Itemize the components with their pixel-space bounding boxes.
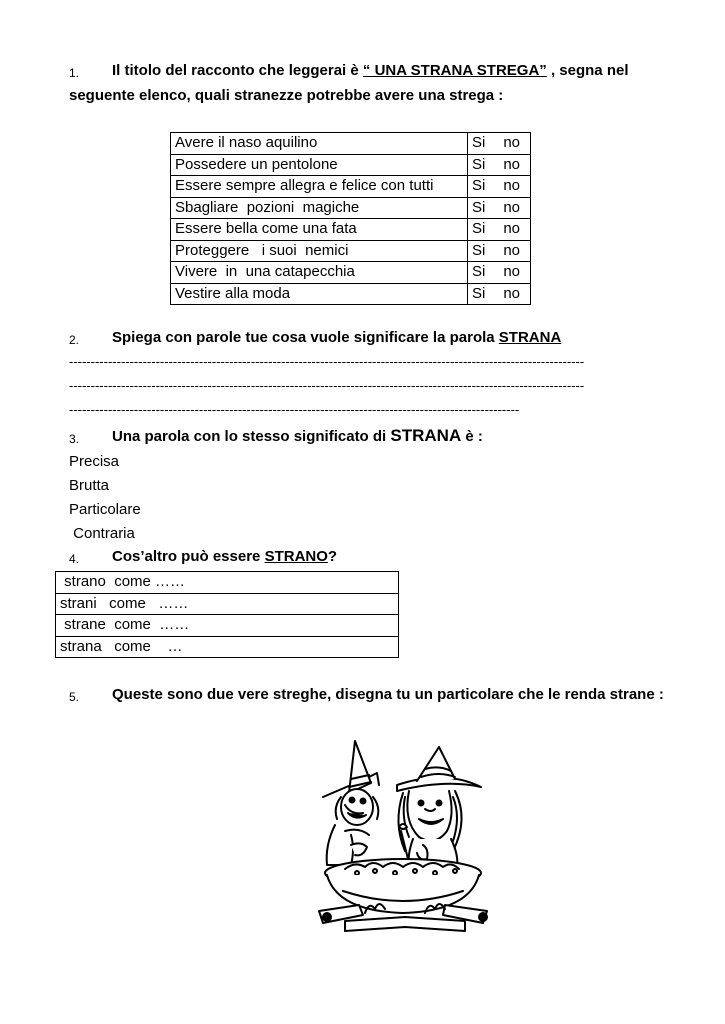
q1-story-title: “ UNA STRANA STREGA” bbox=[362, 62, 547, 79]
q4-number: 4. bbox=[69, 552, 80, 566]
q3-text: Una parola con lo stesso significato di bbox=[112, 428, 391, 445]
q3-word: STRANA bbox=[390, 426, 462, 445]
q1-item-label: Vivere in una catapecchia bbox=[171, 262, 468, 284]
yes-option[interactable]: Si bbox=[472, 155, 486, 173]
q1-yes-no-cell bbox=[468, 154, 531, 176]
q4-text: Cos’altro può essere bbox=[112, 548, 265, 565]
q4-cell[interactable]: strana come … bbox=[56, 636, 399, 658]
q1-text-after: , segna nel bbox=[546, 62, 629, 79]
witches-cauldron-illustration bbox=[305, 735, 505, 935]
q2-word: STRANA bbox=[498, 329, 562, 346]
q1-item-label: Sbagliare pozioni magiche bbox=[171, 197, 468, 219]
q1-number: 1. bbox=[69, 66, 80, 80]
q1-yes-no-cell bbox=[468, 219, 531, 241]
q3-option[interactable]: Precisa bbox=[69, 453, 120, 470]
q4-heading bbox=[112, 548, 337, 565]
q1-item-label: Vestire alla moda bbox=[171, 283, 468, 305]
answer-line-3[interactable]: -------------------------------------------------------------------------------------------------------- bbox=[69, 402, 520, 417]
yes-option[interactable]: Si bbox=[472, 198, 486, 216]
q1-yes-no-cell bbox=[468, 262, 531, 284]
no-option[interactable]: no bbox=[503, 177, 521, 195]
yes-option[interactable]: Si bbox=[472, 177, 486, 195]
no-option[interactable]: no bbox=[503, 155, 521, 173]
table-row bbox=[171, 133, 531, 155]
q5-number: 5. bbox=[69, 690, 80, 704]
q1-yes-no-cell bbox=[468, 240, 531, 262]
q2-text: Spiega con parole tue cosa vuole significare la parola bbox=[112, 329, 499, 346]
q4-cell[interactable]: strani come …… bbox=[56, 593, 399, 615]
table-row bbox=[56, 593, 399, 615]
q1-yes-no-cell bbox=[468, 176, 531, 198]
q5-heading: Queste sono due vere streghe, disegna tu un particolare che le renda strane : bbox=[112, 686, 664, 703]
table-row bbox=[171, 262, 531, 284]
table-row bbox=[171, 176, 531, 198]
q3-number: 3. bbox=[69, 432, 80, 446]
yes-option[interactable]: Si bbox=[472, 241, 486, 259]
q4-word: STRANO bbox=[264, 548, 328, 565]
q1-table bbox=[170, 132, 531, 305]
table-row bbox=[171, 197, 531, 219]
yes-option[interactable]: Si bbox=[472, 263, 486, 281]
no-option[interactable]: no bbox=[503, 220, 521, 238]
q4-suffix: ? bbox=[327, 548, 338, 565]
table-row bbox=[171, 240, 531, 262]
yes-option[interactable]: Si bbox=[472, 134, 486, 152]
table-row bbox=[171, 219, 531, 241]
table-row bbox=[171, 283, 531, 305]
q3-suffix: è : bbox=[461, 428, 483, 445]
no-option[interactable]: no bbox=[503, 134, 521, 152]
q3-option[interactable]: Contraria bbox=[69, 525, 135, 542]
q2-heading bbox=[112, 329, 561, 346]
table-row bbox=[56, 572, 399, 594]
q3-option[interactable]: Particolare bbox=[69, 501, 141, 518]
yes-option[interactable]: Si bbox=[472, 284, 486, 302]
q1-yes-no-cell bbox=[468, 197, 531, 219]
q1-item-label: Essere bella come una fata bbox=[171, 219, 468, 241]
q1-item-label: Essere sempre allegra e felice con tutti bbox=[171, 176, 468, 198]
q4-cell[interactable]: strano come …… bbox=[56, 572, 399, 594]
q3-option[interactable]: Brutta bbox=[69, 477, 110, 494]
q4-cell[interactable]: strane come …… bbox=[56, 615, 399, 637]
q2-number: 2. bbox=[69, 333, 80, 347]
no-option[interactable]: no bbox=[503, 198, 521, 216]
q1-heading bbox=[112, 62, 629, 79]
answer-line-2[interactable]: ----------------------------------------------------------------------------------------------------------------------- bbox=[69, 378, 585, 393]
q1-yes-no-cell bbox=[468, 283, 531, 305]
answer-line-1[interactable]: ----------------------------------------------------------------------------------------------------------------------- bbox=[69, 354, 585, 369]
q1-yes-no-cell bbox=[468, 133, 531, 155]
table-row bbox=[171, 154, 531, 176]
table-row bbox=[56, 615, 399, 637]
q1-item-label: Avere il naso aquilino bbox=[171, 133, 468, 155]
no-option[interactable]: no bbox=[503, 241, 521, 259]
q1-text-before: Il titolo del racconto che leggerai è bbox=[112, 62, 363, 79]
q1-line2: seguente elenco, quali stranezze potrebbe avere una strega : bbox=[69, 87, 504, 104]
q4-table bbox=[55, 571, 399, 658]
q1-item-label: Possedere un pentolone bbox=[171, 154, 468, 176]
q3-heading bbox=[112, 426, 483, 446]
no-option[interactable]: no bbox=[503, 263, 521, 281]
q1-item-label: Proteggere i suoi nemici bbox=[171, 240, 468, 262]
yes-option[interactable]: Si bbox=[472, 220, 486, 238]
no-option[interactable]: no bbox=[503, 284, 521, 302]
table-row bbox=[56, 636, 399, 658]
